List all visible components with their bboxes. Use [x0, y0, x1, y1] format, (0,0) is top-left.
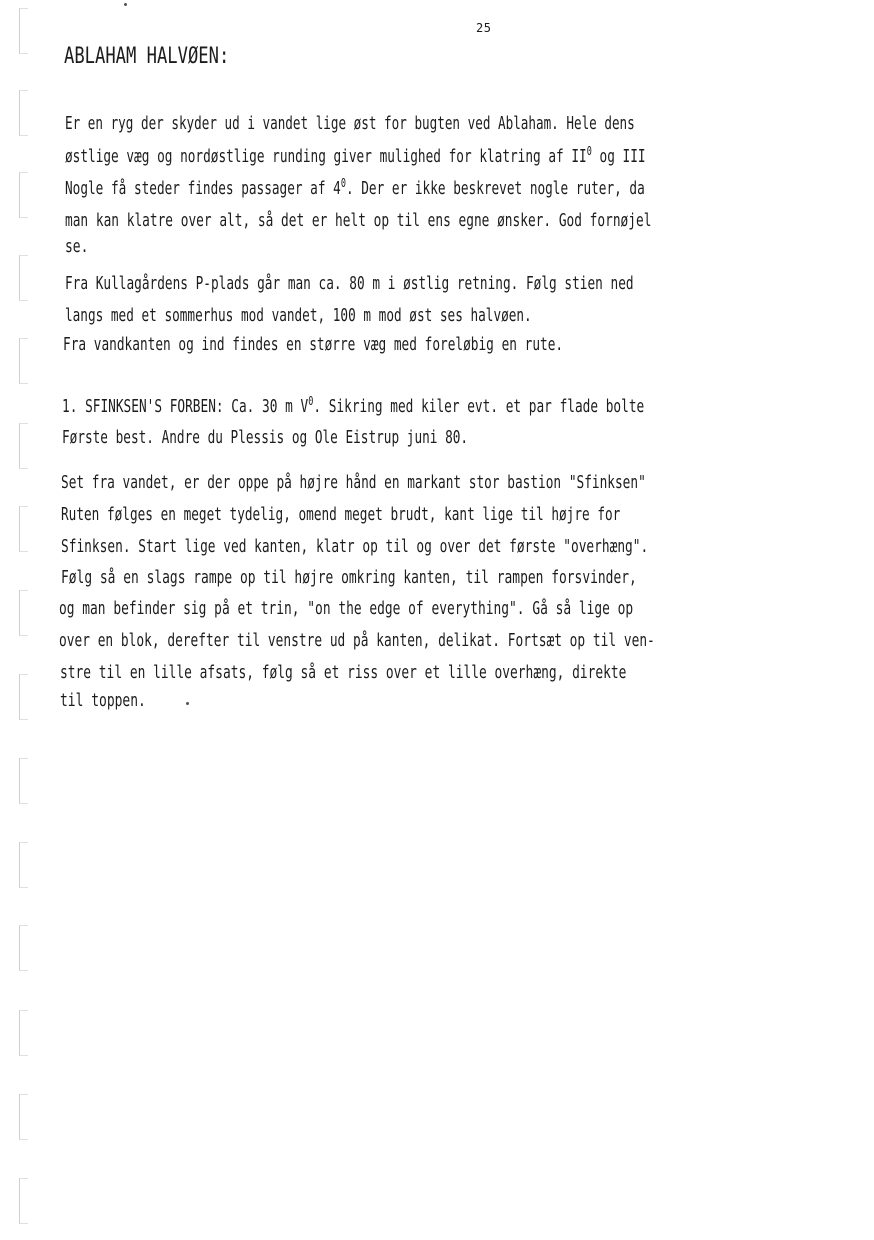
- page-number: 25: [476, 21, 492, 35]
- text-line: se.: [65, 236, 89, 257]
- margin-mark: [19, 8, 28, 54]
- text-segment: og III: [591, 146, 646, 167]
- text-segment: østlige væg og nordøstlige runding giver mulighed for klatring af II: [65, 146, 587, 167]
- grade-superscript: 0: [340, 176, 346, 190]
- margin-mark: [19, 674, 28, 720]
- margin-mark: [19, 925, 28, 971]
- text-line: man kan klatre over alt, så det er helt op til ens egne ønsker. God fornøjel: [65, 210, 652, 231]
- text-line: Set fra vandet, er der oppe på højre hånd en markant stor bastion "Sfinksen": [61, 472, 646, 493]
- text-line: til toppen.: [60, 690, 146, 711]
- text-line: over en blok, derefter til venstre ud på kanten, delikat. Fortsæt op til ven-: [59, 630, 655, 651]
- grade-superscript: 0: [586, 144, 592, 158]
- page-heading: ABLAHAM HALVØEN:: [64, 44, 230, 69]
- text-line: og man befinder sig på et trin, "on the edge of everything". Gå så lige op: [59, 598, 634, 619]
- margin-mark: [19, 90, 28, 136]
- margin-mark: [19, 255, 28, 301]
- route-title-line: [62, 396, 644, 418]
- margin-mark: [19, 1094, 28, 1140]
- route-first-ascent-line: Første best. Andre du Plessis og Ole Eistrup juni 80.: [62, 427, 469, 448]
- speck: [186, 702, 189, 705]
- text-line: Fra Kullagårdens P-plads går man ca. 80 m i østlig retning. Følg stien ned: [65, 273, 634, 294]
- text-segment: 1. SFINKSEN'S FORBEN: Ca. 30 m V: [62, 396, 309, 417]
- margin-mark: [19, 1178, 28, 1224]
- text-segment: Nogle få steder findes passager af 4: [65, 178, 341, 199]
- margin-mark: [19, 423, 28, 469]
- text-line: Sfinksen. Start lige ved kanten, klatr op til og over det første "overhæng".: [61, 536, 649, 557]
- text-segment: . Sikring med kiler evt. et par flade bolte: [313, 396, 645, 417]
- margin-mark: [19, 506, 28, 552]
- text-line: Følg så en slags rampe op til højre omkring kanten, til rampen forsvinder,: [61, 567, 637, 588]
- text-line: langs med et sommerhus mod vandet, 100 m mod øst ses halvøen.: [65, 305, 532, 326]
- margin-mark: [19, 758, 28, 804]
- text-line: Ruten følges en meget tydelig, omend meget brudt, kant lige til højre for: [61, 504, 621, 525]
- margin-mark: [19, 1010, 28, 1056]
- grade-superscript: 0: [308, 394, 314, 408]
- text-line: stre til en lille afsats, følg så et riss over et lille overhæng, direkte: [60, 662, 627, 683]
- text-line: Fra vandkanten og ind findes en større væg med foreløbig en rute.: [63, 334, 564, 355]
- text-line: Er en ryg der skyder ud i vandet lige øst for bugten ved Ablaham. Hele dens: [65, 113, 635, 134]
- text-line: [65, 146, 646, 168]
- margin-mark: [19, 590, 28, 636]
- text-segment: . Der er ikke beskrevet nogle ruter, da: [345, 178, 645, 199]
- margin-mark: [19, 172, 28, 218]
- speck: [124, 3, 127, 6]
- margin-mark: [19, 842, 28, 888]
- text-line: [65, 178, 645, 200]
- margin-mark: [19, 338, 28, 384]
